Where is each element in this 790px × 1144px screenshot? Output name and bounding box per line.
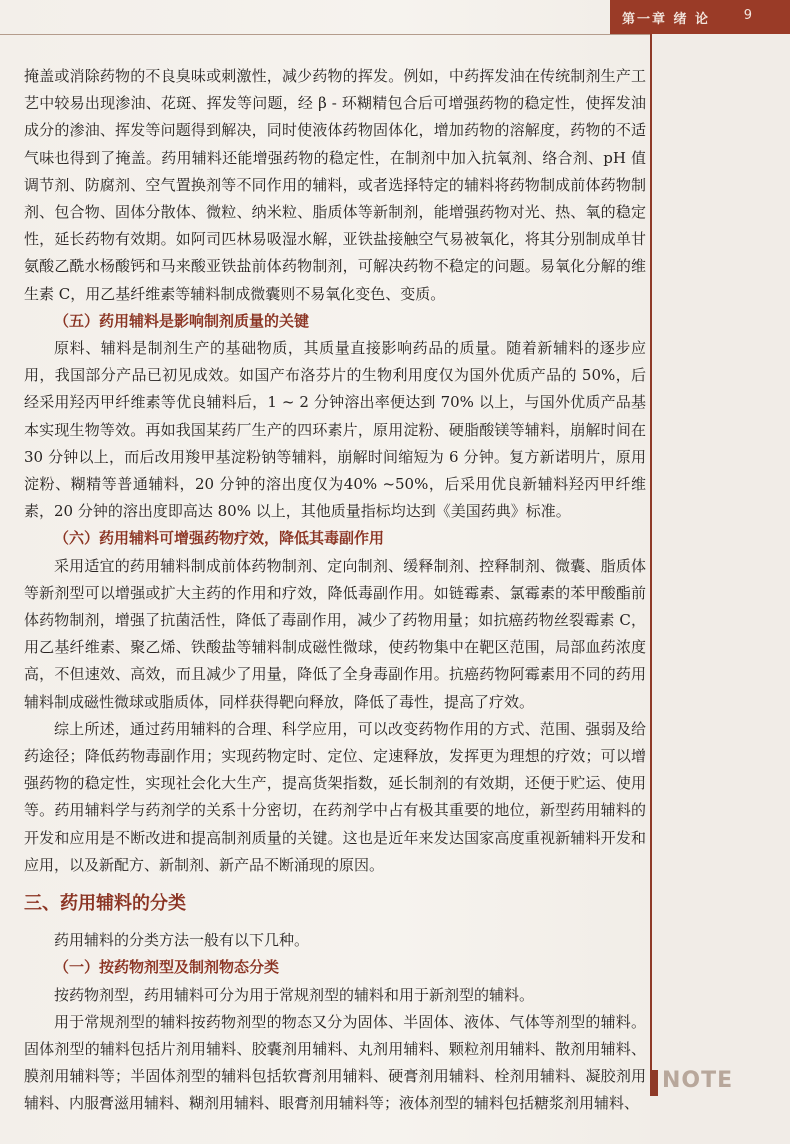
- paragraph: 用于常规剂型的辅料按药物剂型的物态又分为固体、半固体、液体、气体等剂型的辅料。固体剂型的辅料包括片剂用辅料、胶囊剂用辅料、丸剂用辅料、颗粒剂用辅料、散剂用辅料、膜剂用辅料等；半固体剂型的辅料包括软膏剂用辅料、硬膏剂用辅料、栓剂用辅料、凝胶剂用辅料、内服膏滋用辅料、糊剂用辅料、眼膏剂用辅料等；液体剂型的辅料包括糖浆剂用辅料、: [24, 1012, 646, 1113]
- body-text: [24, 63, 646, 1118]
- subheading: （六）药用辅料可增强药物疗效，降低其毒副作用: [54, 529, 385, 548]
- running-header: [622, 8, 782, 27]
- note-logo: NOTE: [662, 1068, 734, 1093]
- paragraph: 药用辅料的分类方法一般有以下几种。: [54, 931, 310, 950]
- paragraph: 综上所述，通过药用辅料的合理、科学应用，可以改变药物作用的方式、范围、强弱及给药途径；降低药物毒副作用；实现药物定时、定位、定速释放，发挥更为理想的疗效；可以增强药物的稳定性，实现社会化大生产，提高货架指数，延长制剂的有效期，还便于贮运、使用等。药用辅料学与药剂学的关系十分密切，在药剂学中占有极其重要的地位，新型药用辅料的开发和应用是不断改进和提高制剂质量的关键。这也是近年来发达国家高度重视新辅料开发和应用，以及新配方、新制剂、新产品不断涌现的原因。: [24, 719, 646, 874]
- subheading: （五）药用辅料是影响制剂质量的关键: [54, 311, 310, 330]
- page-number: 9: [743, 8, 754, 23]
- notes-margin: [650, 34, 790, 1144]
- chapter-title: 第一章 绪 论: [622, 12, 711, 27]
- paragraph: 掩盖或消除药物的不良臭味或刺激性，减少药物的挥发。例如，中药挥发油在传统制剂生产工艺中较易出现渗油、花斑、挥发等问题，经 β - 环糊精包合后可增强药物的稳定性，使挥发油成分的渗油、挥发等问题得到解决，同时使液体药物固体化，增加药物的溶解度，药物的不适气味也得到了掩盖。药用辅料还能增强药物的稳定性，在制剂中加入抗氧剂、络合剂、pH 值调节剂、防腐剂、空气置换剂等不同作用的辅料，或者选择特定的辅料将药物制成前体药物制剂、包合物、固体分散体、微粒、纳米粒、脂质体等新制剂，能增强药物对光、热、氧的稳定性，延长药物有效期。如阿司匹林易吸湿水解，亚铁盐接触空气易被氧化，将其分别制成单甘氨酸乙酰水杨酸钙和马来酸亚铁盐前体药物制剂，可解决药物不稳定的问题。易氧化分解的维生素 C，用乙基纤维素等辅料制成微囊则不易氧化变色、变质。: [24, 67, 646, 303]
- note-marker: [650, 1070, 658, 1096]
- paragraph: 原料、辅料是制剂生产的基础物质，其质量直接影响药品的质量。随着新辅料的逐步应用，我国部分产品已初见成效。如国产布洛芬片的生物利用度仅为国外优质产品的 50%，后经采用羟丙甲纤维素等优良辅料后，1 ~ 2 分钟溶出率便达到 70% 以上，与国外优质产品基本实现生物等效。再如我国某药厂生产的四环素片，原用淀粉、硬脂酸镁等辅料，崩解时间在 30 分钟以上，而后改用羧甲基淀粉钠等辅料，崩解时间缩短为 6 分钟。复方新诺明片，原用淀粉、糊精等普通辅料，20 分钟的溶出度仅为40% ~50%，后采用优良新辅料羟丙甲纤维素，20 分钟的溶出度即高达 80% 以上，其他质量指标均达到《美国药典》标准。: [24, 339, 646, 521]
- margin-rule: [650, 34, 652, 1070]
- section-heading: 三、药用辅料的分类: [24, 893, 186, 915]
- paragraph: 采用适宜的药用辅料制成前体药物制剂、定向制剂、缓释制剂、控释制剂、微囊、脂质体等新剂型可以增强或扩大主药的作用和疗效，降低毒副作用。如链霉素、氯霉素的苯甲酸酯前体药物制剂，增强了抗菌活性，降低了毒副作用，减少了药物用量；如抗癌药物丝裂霉素 C，用乙基纤维素、聚乙烯、铁酸盐等辅料制成磁性微球，使药物集中在靶区范围，局部血药浓度高，不但速效、高效，而且减少了用量，降低了全身毒副作用。抗癌药物阿霉素用不同的药用辅料制成磁性微球或脂质体，同样获得靶向释放，降低了毒性，提高了疗效。: [24, 556, 646, 711]
- paragraph: 按药物剂型，药用辅料可分为用于常规剂型的辅料和用于新剂型的辅料。: [54, 985, 535, 1004]
- subheading: （一）按药物剂型及制剂物态分类: [54, 958, 280, 977]
